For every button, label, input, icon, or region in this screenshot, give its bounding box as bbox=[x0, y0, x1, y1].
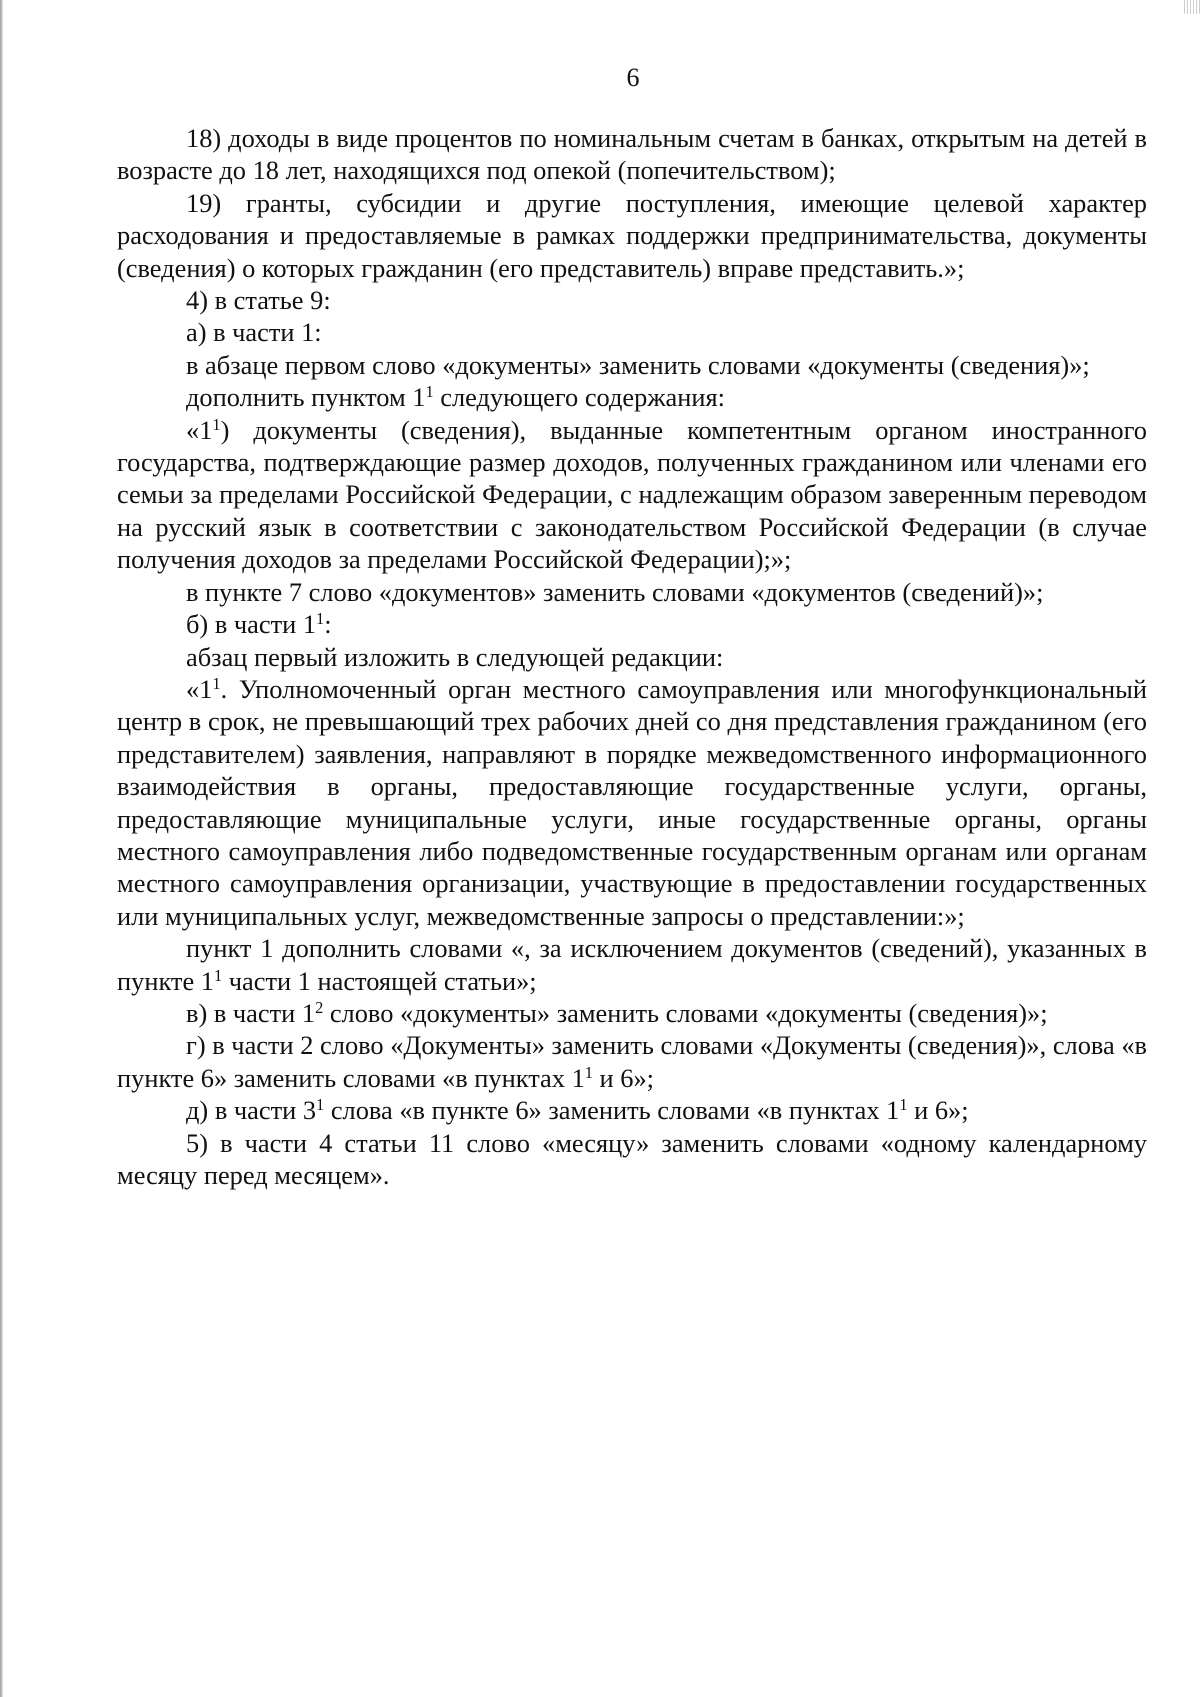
paragraph bbox=[117, 1029, 1147, 1094]
text-segment: д) в части 3 bbox=[186, 1095, 317, 1126]
superscript: 1 bbox=[212, 414, 221, 434]
superscript: 2 bbox=[315, 997, 324, 1017]
superscript: 1 bbox=[213, 965, 223, 985]
paragraph bbox=[117, 316, 1147, 348]
scan-left-edge bbox=[0, 0, 3, 1697]
page-number: 6 bbox=[626, 63, 640, 92]
text-segment: «1 bbox=[186, 414, 213, 445]
paragraph bbox=[117, 576, 1147, 608]
text-segment: . Уполномоченный орган местного самоуправления или многофункциональный центр в срок, не превышающий трех рабочих дней со дня представления гражданином (его представителем) заявления, направляют в порядке межведомственного информационного взаимодействия в органы, предоставляющие государственные услуги, органы, предоставляющие муниципальные услуги, иные государственные органы, органы местного самоуправления либо подведомственные государственным органам или органам местного самоуправления организации, участвующие в предоставлении государственных или муниципальных услуг, межведомственные запросы о представлении:»; bbox=[117, 673, 1147, 931]
text-segment: в) в части 1 bbox=[186, 997, 316, 1028]
superscript: 1 bbox=[212, 673, 221, 693]
paragraph bbox=[117, 1094, 1147, 1126]
paragraph bbox=[117, 997, 1147, 1029]
paragraph bbox=[117, 414, 1147, 576]
text-segment: «1 bbox=[186, 673, 213, 704]
text-segment: дополнить пунктом 1 bbox=[186, 382, 426, 413]
text-segment: следующего содержания: bbox=[433, 382, 725, 413]
text-segment: 18) доходы в виде процентов по номинальным счетам в банках, открытым на детей в возрасте до 18 лет, находящихся под опекой (попечительством); bbox=[117, 123, 1147, 186]
scan-corner-mark bbox=[1184, 0, 1200, 14]
paragraph bbox=[117, 284, 1147, 316]
paragraph bbox=[117, 1127, 1147, 1192]
text-segment: б) в части 1 bbox=[186, 609, 317, 640]
superscript: 1 bbox=[316, 609, 325, 629]
text-segment: 4) в статье 9: bbox=[186, 285, 331, 316]
superscript: 1 bbox=[316, 1095, 325, 1115]
text-segment: в абзаце первом слово «документы» заменить словами «документы (сведения)»; bbox=[186, 349, 1090, 380]
text-segment: абзац первый изложить в следующей редакции: bbox=[186, 641, 724, 672]
text-segment: слово «документы» заменить словами «документы (сведения)»; bbox=[323, 997, 1048, 1028]
text-segment: и 6»; bbox=[592, 1062, 654, 1093]
paragraph bbox=[117, 122, 1147, 187]
superscript: 1 bbox=[584, 1062, 593, 1082]
paragraph bbox=[117, 187, 1147, 284]
paragraph bbox=[117, 932, 1147, 997]
paragraph bbox=[117, 381, 1147, 413]
paragraph bbox=[117, 608, 1147, 640]
text-segment: 19) гранты, субсидии и другие поступления, имеющие целевой характер расходования и предоставляемые в рамках поддержки предпринимательства, документы (сведения) о которых гражданин (его представитель) вправе представить.»; bbox=[117, 187, 1147, 283]
text-segment: в пункте 7 слово «документов» заменить словами «документов (сведений)»; bbox=[186, 576, 1044, 607]
text-segment: и 6»; bbox=[907, 1095, 969, 1126]
superscript: 1 bbox=[425, 382, 434, 402]
text-segment: пункт 1 дополнить словами «, за исключением документов (сведений), указанных в пункте 1 bbox=[117, 933, 1147, 996]
text-segment: г) в части 2 слово «Документы» заменить словами «Документы (сведения)», слова «в пункте 6» заменить словами «в пунктах 1 bbox=[117, 1030, 1147, 1093]
paragraph bbox=[117, 641, 1147, 673]
document-body bbox=[117, 122, 1147, 1191]
text-segment: части 1 настоящей статьи»; bbox=[222, 965, 537, 996]
superscript: 1 bbox=[899, 1095, 908, 1115]
paragraph bbox=[117, 349, 1147, 381]
text-segment: слова «в пункте 6» заменить словами «в пунктах 1 bbox=[324, 1095, 900, 1126]
text-segment: : bbox=[324, 609, 332, 640]
paragraph bbox=[117, 673, 1147, 932]
text-segment: а) в части 1: bbox=[186, 317, 322, 348]
text-segment: ) документы (сведения), выданные компетентным органом иностранного государства, подтверждающие размер доходов, полученных гражданином или членами его семьи за пределами Российской Федерации, с надлежащим образом заверенным переводом на русский язык в соответствии с законодательством Российской Федерации (в случае получения доходов за пределами Российской Федерации);»; bbox=[117, 414, 1147, 575]
text-segment: 5) в части 4 статьи 11 слово «месяцу» заменить словами «одному календарному месяцу перед месяцем». bbox=[117, 1127, 1147, 1190]
